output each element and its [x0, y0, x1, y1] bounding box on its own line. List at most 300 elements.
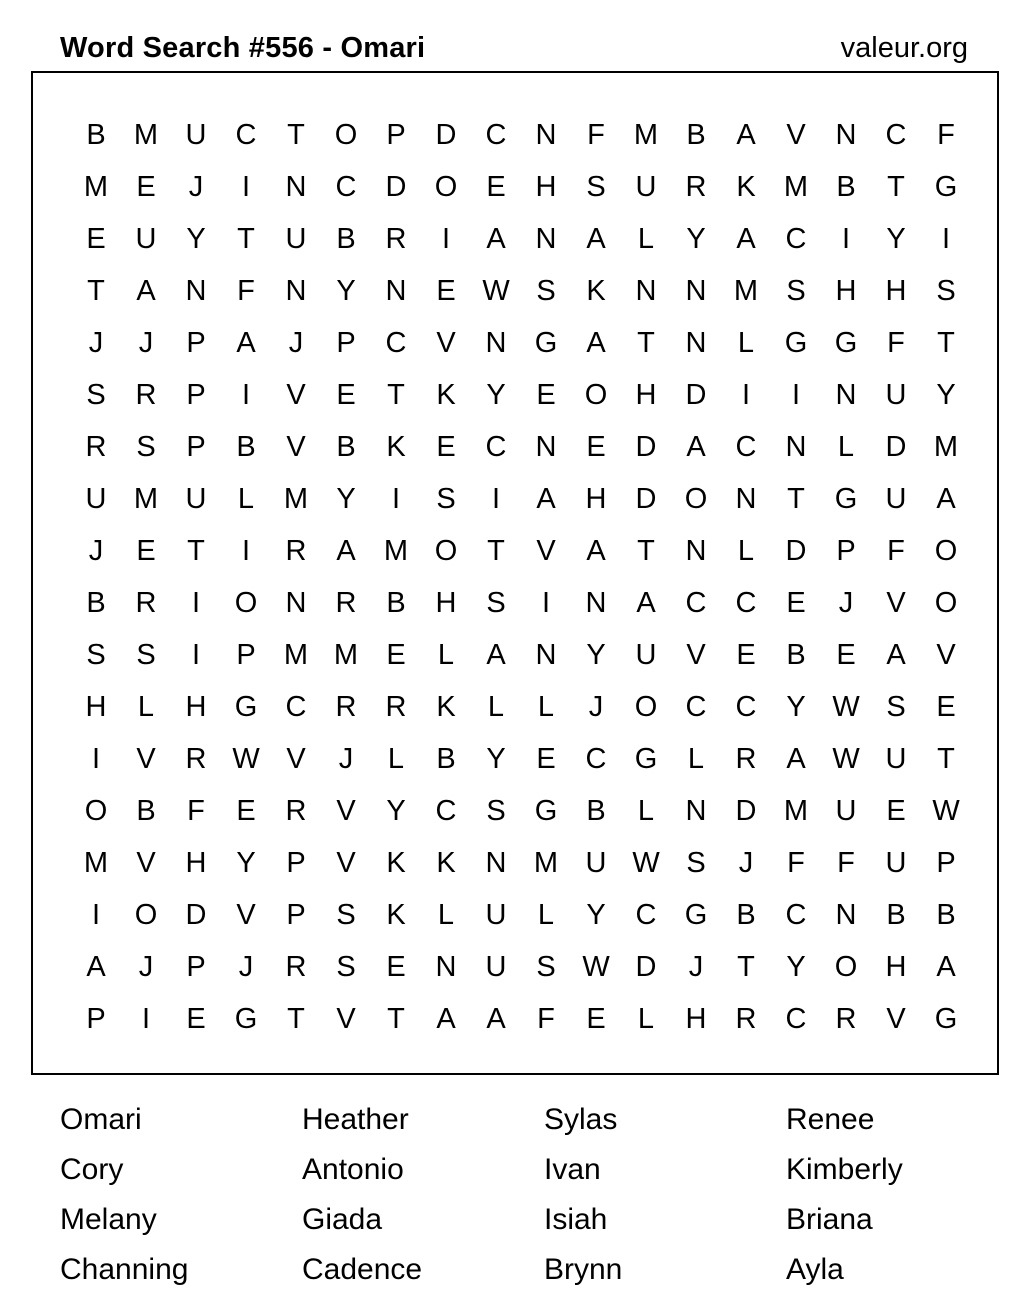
- grid-cell[interactable]: C: [685, 691, 707, 723]
- grid-cell[interactable]: T: [937, 327, 955, 359]
- grid-cell[interactable]: F: [237, 275, 255, 307]
- grid-cell[interactable]: E: [536, 743, 556, 775]
- grid-cell[interactable]: V: [136, 847, 156, 879]
- grid-cell[interactable]: G: [534, 327, 558, 359]
- grid-cell[interactable]: A: [486, 1003, 506, 1035]
- grid-cell[interactable]: K: [586, 275, 606, 307]
- grid-cell[interactable]: C: [785, 1003, 807, 1035]
- grid-cell[interactable]: V: [786, 119, 806, 151]
- grid-cell[interactable]: V: [286, 431, 306, 463]
- grid-cell[interactable]: E: [836, 639, 856, 671]
- grid-cell[interactable]: V: [336, 847, 356, 879]
- grid-cell[interactable]: U: [885, 483, 907, 515]
- grid-cell[interactable]: F: [887, 535, 905, 567]
- grid-cell[interactable]: Y: [786, 691, 806, 723]
- grid-cell[interactable]: H: [885, 275, 907, 307]
- grid-cell[interactable]: U: [885, 847, 907, 879]
- grid-cell[interactable]: J: [138, 951, 154, 983]
- grid-cell[interactable]: D: [885, 431, 907, 463]
- grid-cell[interactable]: D: [185, 899, 207, 931]
- grid-cell[interactable]: A: [786, 743, 806, 775]
- grid-cell[interactable]: F: [587, 119, 605, 151]
- grid-cell[interactable]: R: [735, 1003, 757, 1035]
- grid-cell[interactable]: N: [485, 327, 507, 359]
- grid-cell[interactable]: N: [285, 171, 307, 203]
- grid-cell[interactable]: M: [83, 847, 109, 879]
- grid-cell[interactable]: J: [238, 951, 254, 983]
- grid-cell[interactable]: N: [185, 275, 207, 307]
- grid-cell[interactable]: T: [237, 223, 255, 255]
- grid-cell[interactable]: U: [635, 171, 657, 203]
- grid-cell[interactable]: O: [934, 535, 958, 567]
- grid-cell[interactable]: R: [85, 431, 107, 463]
- grid-cell[interactable]: S: [136, 431, 156, 463]
- grid-cell[interactable]: E: [236, 795, 256, 827]
- grid-cell[interactable]: L: [537, 691, 555, 723]
- grid-cell[interactable]: H: [435, 587, 457, 619]
- grid-cell[interactable]: B: [336, 431, 356, 463]
- grid-cell[interactable]: I: [91, 899, 101, 931]
- grid-cell[interactable]: U: [135, 223, 157, 255]
- grid-cell[interactable]: R: [835, 1003, 857, 1035]
- grid-cell[interactable]: N: [835, 379, 857, 411]
- grid-cell[interactable]: N: [285, 275, 307, 307]
- grid-cell[interactable]: T: [287, 1003, 305, 1035]
- grid-cell[interactable]: Y: [236, 847, 256, 879]
- grid-cell[interactable]: L: [437, 639, 455, 671]
- grid-cell[interactable]: P: [186, 951, 206, 983]
- grid-cell[interactable]: I: [741, 379, 751, 411]
- grid-cell[interactable]: R: [285, 795, 307, 827]
- grid-cell[interactable]: K: [436, 379, 456, 411]
- grid-cell[interactable]: J: [338, 743, 354, 775]
- grid-cell[interactable]: C: [285, 691, 307, 723]
- grid-cell[interactable]: L: [687, 743, 705, 775]
- grid-cell[interactable]: L: [537, 899, 555, 931]
- grid-cell[interactable]: I: [91, 743, 101, 775]
- grid-cell[interactable]: N: [635, 275, 657, 307]
- grid-cell[interactable]: E: [936, 691, 956, 723]
- grid-cell[interactable]: E: [436, 275, 456, 307]
- grid-cell[interactable]: D: [385, 171, 407, 203]
- grid-cell[interactable]: B: [786, 639, 806, 671]
- grid-cell[interactable]: T: [737, 951, 755, 983]
- grid-cell[interactable]: B: [936, 899, 956, 931]
- grid-cell[interactable]: I: [491, 483, 501, 515]
- grid-cell[interactable]: A: [486, 639, 506, 671]
- grid-cell[interactable]: M: [733, 275, 759, 307]
- grid-cell[interactable]: M: [383, 535, 409, 567]
- grid-cell[interactable]: O: [584, 379, 608, 411]
- grid-cell[interactable]: E: [586, 1003, 606, 1035]
- grid-cell[interactable]: S: [586, 171, 606, 203]
- grid-cell[interactable]: P: [336, 327, 356, 359]
- grid-cell[interactable]: A: [236, 327, 256, 359]
- grid-cell[interactable]: L: [737, 535, 755, 567]
- grid-cell[interactable]: A: [636, 587, 656, 619]
- grid-cell[interactable]: M: [83, 171, 109, 203]
- grid-cell[interactable]: A: [136, 275, 156, 307]
- grid-cell[interactable]: T: [637, 327, 655, 359]
- grid-cell[interactable]: V: [936, 639, 956, 671]
- grid-cell[interactable]: W: [632, 847, 660, 879]
- grid-cell[interactable]: H: [885, 951, 907, 983]
- grid-cell[interactable]: A: [586, 223, 606, 255]
- grid-cell[interactable]: G: [934, 1003, 958, 1035]
- grid-cell[interactable]: D: [735, 795, 757, 827]
- grid-cell[interactable]: H: [185, 847, 207, 879]
- grid-cell[interactable]: M: [933, 431, 959, 463]
- grid-cell[interactable]: N: [535, 431, 557, 463]
- grid-cell[interactable]: I: [191, 639, 201, 671]
- grid-cell[interactable]: N: [585, 587, 607, 619]
- grid-cell[interactable]: D: [785, 535, 807, 567]
- grid-cell[interactable]: Y: [186, 223, 206, 255]
- grid-cell[interactable]: G: [784, 327, 808, 359]
- grid-cell[interactable]: S: [486, 587, 506, 619]
- grid-cell[interactable]: W: [832, 691, 860, 723]
- grid-cell[interactable]: Y: [386, 795, 406, 827]
- grid-cell[interactable]: A: [736, 223, 756, 255]
- grid-cell[interactable]: S: [436, 483, 456, 515]
- grid-cell[interactable]: R: [285, 951, 307, 983]
- grid-cell[interactable]: T: [937, 743, 955, 775]
- grid-cell[interactable]: M: [633, 119, 659, 151]
- grid-cell[interactable]: D: [635, 483, 657, 515]
- grid-cell[interactable]: P: [186, 327, 206, 359]
- grid-cell[interactable]: P: [236, 639, 256, 671]
- grid-cell[interactable]: P: [936, 847, 956, 879]
- grid-cell[interactable]: C: [885, 119, 907, 151]
- grid-cell[interactable]: J: [138, 327, 154, 359]
- grid-cell[interactable]: Y: [336, 275, 356, 307]
- grid-cell[interactable]: L: [737, 327, 755, 359]
- grid-cell[interactable]: T: [287, 119, 305, 151]
- grid-cell[interactable]: N: [385, 275, 407, 307]
- grid-cell[interactable]: O: [834, 951, 858, 983]
- grid-cell[interactable]: C: [435, 795, 457, 827]
- grid-cell[interactable]: L: [237, 483, 255, 515]
- grid-cell[interactable]: K: [386, 431, 406, 463]
- grid-cell[interactable]: R: [285, 535, 307, 567]
- grid-cell[interactable]: Y: [886, 223, 906, 255]
- grid-cell[interactable]: P: [86, 1003, 106, 1035]
- grid-cell[interactable]: T: [887, 171, 905, 203]
- grid-cell[interactable]: G: [834, 327, 858, 359]
- grid-cell[interactable]: V: [436, 327, 456, 359]
- grid-cell[interactable]: H: [85, 691, 107, 723]
- grid-cell[interactable]: C: [585, 743, 607, 775]
- grid-cell[interactable]: R: [385, 223, 407, 255]
- grid-cell[interactable]: N: [685, 275, 707, 307]
- grid-cell[interactable]: U: [185, 483, 207, 515]
- grid-cell[interactable]: F: [537, 1003, 555, 1035]
- grid-cell[interactable]: A: [936, 951, 956, 983]
- grid-cell[interactable]: J: [88, 327, 104, 359]
- grid-cell[interactable]: N: [735, 483, 757, 515]
- grid-cell[interactable]: B: [736, 899, 756, 931]
- grid-cell[interactable]: N: [535, 223, 557, 255]
- grid-cell[interactable]: A: [86, 951, 106, 983]
- grid-cell[interactable]: B: [386, 587, 406, 619]
- grid-cell[interactable]: S: [86, 379, 106, 411]
- grid-cell[interactable]: H: [535, 171, 557, 203]
- grid-cell[interactable]: S: [86, 639, 106, 671]
- grid-cell[interactable]: B: [336, 223, 356, 255]
- grid-cell[interactable]: V: [236, 899, 256, 931]
- grid-cell[interactable]: O: [234, 587, 258, 619]
- grid-cell[interactable]: H: [835, 275, 857, 307]
- grid-cell[interactable]: I: [241, 379, 251, 411]
- grid-cell[interactable]: I: [941, 223, 951, 255]
- grid-cell[interactable]: E: [886, 795, 906, 827]
- grid-cell[interactable]: Y: [486, 743, 506, 775]
- grid-cell[interactable]: C: [785, 899, 807, 931]
- grid-cell[interactable]: V: [286, 379, 306, 411]
- grid-cell[interactable]: K: [386, 847, 406, 879]
- grid-cell[interactable]: G: [834, 483, 858, 515]
- grid-cell[interactable]: N: [685, 327, 707, 359]
- grid-cell[interactable]: B: [686, 119, 706, 151]
- grid-cell[interactable]: U: [485, 899, 507, 931]
- grid-cell[interactable]: E: [436, 431, 456, 463]
- grid-cell[interactable]: A: [336, 535, 356, 567]
- grid-cell[interactable]: Y: [586, 639, 606, 671]
- grid-cell[interactable]: G: [234, 1003, 258, 1035]
- grid-cell[interactable]: S: [336, 951, 356, 983]
- grid-cell[interactable]: F: [787, 847, 805, 879]
- grid-cell[interactable]: N: [685, 535, 707, 567]
- grid-cell[interactable]: W: [582, 951, 610, 983]
- grid-cell[interactable]: P: [186, 379, 206, 411]
- grid-cell[interactable]: C: [485, 119, 507, 151]
- grid-cell[interactable]: A: [536, 483, 556, 515]
- grid-cell[interactable]: E: [486, 171, 506, 203]
- grid-cell[interactable]: V: [136, 743, 156, 775]
- grid-cell[interactable]: V: [286, 743, 306, 775]
- grid-cell[interactable]: E: [536, 379, 556, 411]
- grid-cell[interactable]: R: [335, 587, 357, 619]
- grid-cell[interactable]: M: [533, 847, 559, 879]
- grid-cell[interactable]: N: [435, 951, 457, 983]
- grid-cell[interactable]: D: [435, 119, 457, 151]
- grid-cell[interactable]: O: [434, 535, 458, 567]
- grid-cell[interactable]: J: [838, 587, 854, 619]
- grid-cell[interactable]: E: [386, 639, 406, 671]
- grid-cell[interactable]: H: [185, 691, 207, 723]
- grid-cell[interactable]: Y: [486, 379, 506, 411]
- grid-cell[interactable]: V: [536, 535, 556, 567]
- grid-cell[interactable]: S: [536, 275, 556, 307]
- grid-cell[interactable]: E: [736, 639, 756, 671]
- grid-cell[interactable]: R: [135, 587, 157, 619]
- grid-cell[interactable]: C: [785, 223, 807, 255]
- grid-cell[interactable]: U: [285, 223, 307, 255]
- grid-cell[interactable]: E: [786, 587, 806, 619]
- grid-cell[interactable]: P: [286, 847, 306, 879]
- grid-cell[interactable]: N: [535, 639, 557, 671]
- grid-cell[interactable]: F: [887, 327, 905, 359]
- grid-cell[interactable]: C: [735, 691, 757, 723]
- grid-cell[interactable]: D: [635, 951, 657, 983]
- grid-cell[interactable]: B: [236, 431, 256, 463]
- grid-cell[interactable]: W: [482, 275, 510, 307]
- grid-cell[interactable]: L: [487, 691, 505, 723]
- grid-cell[interactable]: O: [84, 795, 108, 827]
- grid-cell[interactable]: M: [133, 119, 159, 151]
- grid-cell[interactable]: N: [835, 119, 857, 151]
- grid-cell[interactable]: M: [333, 639, 359, 671]
- grid-cell[interactable]: O: [684, 483, 708, 515]
- grid-cell[interactable]: W: [232, 743, 260, 775]
- grid-cell[interactable]: T: [487, 535, 505, 567]
- grid-cell[interactable]: R: [185, 743, 207, 775]
- grid-cell[interactable]: L: [387, 743, 405, 775]
- grid-cell[interactable]: N: [535, 119, 557, 151]
- grid-cell[interactable]: P: [386, 119, 406, 151]
- grid-cell[interactable]: Y: [936, 379, 956, 411]
- grid-cell[interactable]: A: [886, 639, 906, 671]
- grid-cell[interactable]: K: [436, 691, 456, 723]
- grid-cell[interactable]: P: [286, 899, 306, 931]
- grid-cell[interactable]: W: [932, 795, 960, 827]
- grid-cell[interactable]: I: [791, 379, 801, 411]
- grid-cell[interactable]: F: [837, 847, 855, 879]
- grid-cell[interactable]: C: [385, 327, 407, 359]
- grid-cell[interactable]: W: [832, 743, 860, 775]
- grid-cell[interactable]: M: [783, 171, 809, 203]
- grid-cell[interactable]: I: [141, 1003, 151, 1035]
- grid-cell[interactable]: T: [387, 1003, 405, 1035]
- grid-cell[interactable]: I: [191, 587, 201, 619]
- grid-cell[interactable]: U: [885, 743, 907, 775]
- grid-cell[interactable]: Y: [686, 223, 706, 255]
- grid-cell[interactable]: O: [434, 171, 458, 203]
- grid-cell[interactable]: S: [686, 847, 706, 879]
- grid-cell[interactable]: Y: [786, 951, 806, 983]
- grid-cell[interactable]: B: [436, 743, 456, 775]
- grid-cell[interactable]: I: [241, 171, 251, 203]
- grid-cell[interactable]: G: [684, 899, 708, 931]
- grid-cell[interactable]: N: [785, 431, 807, 463]
- grid-cell[interactable]: U: [585, 847, 607, 879]
- grid-cell[interactable]: K: [386, 899, 406, 931]
- grid-cell[interactable]: R: [135, 379, 157, 411]
- grid-cell[interactable]: K: [436, 847, 456, 879]
- grid-cell[interactable]: I: [391, 483, 401, 515]
- grid-cell[interactable]: C: [235, 119, 257, 151]
- grid-cell[interactable]: R: [385, 691, 407, 723]
- grid-cell[interactable]: S: [136, 639, 156, 671]
- grid-cell[interactable]: J: [588, 691, 604, 723]
- grid-cell[interactable]: U: [885, 379, 907, 411]
- grid-cell[interactable]: N: [485, 847, 507, 879]
- grid-cell[interactable]: E: [386, 951, 406, 983]
- grid-cell[interactable]: R: [735, 743, 757, 775]
- grid-cell[interactable]: V: [336, 1003, 356, 1035]
- grid-cell[interactable]: K: [736, 171, 756, 203]
- grid-cell[interactable]: M: [783, 795, 809, 827]
- grid-cell[interactable]: C: [685, 587, 707, 619]
- grid-cell[interactable]: E: [186, 1003, 206, 1035]
- grid-cell[interactable]: L: [437, 899, 455, 931]
- grid-cell[interactable]: M: [283, 483, 309, 515]
- grid-cell[interactable]: S: [786, 275, 806, 307]
- grid-cell[interactable]: U: [835, 795, 857, 827]
- grid-cell[interactable]: H: [635, 379, 657, 411]
- grid-cell[interactable]: G: [934, 171, 958, 203]
- grid-cell[interactable]: A: [736, 119, 756, 151]
- grid-cell[interactable]: E: [136, 535, 156, 567]
- grid-cell[interactable]: J: [88, 535, 104, 567]
- grid-cell[interactable]: J: [688, 951, 704, 983]
- grid-cell[interactable]: B: [136, 795, 156, 827]
- grid-cell[interactable]: U: [85, 483, 107, 515]
- grid-cell[interactable]: I: [441, 223, 451, 255]
- grid-cell[interactable]: U: [635, 639, 657, 671]
- grid-cell[interactable]: S: [936, 275, 956, 307]
- grid-cell[interactable]: B: [86, 587, 106, 619]
- grid-cell[interactable]: E: [336, 379, 356, 411]
- grid-cell[interactable]: L: [137, 691, 155, 723]
- grid-cell[interactable]: L: [637, 1003, 655, 1035]
- grid-cell[interactable]: M: [133, 483, 159, 515]
- grid-cell[interactable]: V: [886, 1003, 906, 1035]
- grid-cell[interactable]: H: [685, 1003, 707, 1035]
- grid-cell[interactable]: C: [335, 171, 357, 203]
- grid-cell[interactable]: J: [188, 171, 204, 203]
- grid-cell[interactable]: L: [837, 431, 855, 463]
- grid-cell[interactable]: B: [836, 171, 856, 203]
- grid-cell[interactable]: N: [285, 587, 307, 619]
- grid-cell[interactable]: N: [835, 899, 857, 931]
- grid-cell[interactable]: V: [336, 795, 356, 827]
- grid-cell[interactable]: U: [485, 951, 507, 983]
- grid-cell[interactable]: R: [335, 691, 357, 723]
- grid-cell[interactable]: L: [637, 223, 655, 255]
- grid-cell[interactable]: A: [486, 223, 506, 255]
- grid-cell[interactable]: G: [234, 691, 258, 723]
- grid-cell[interactable]: C: [485, 431, 507, 463]
- grid-cell[interactable]: B: [86, 119, 106, 151]
- grid-cell[interactable]: J: [288, 327, 304, 359]
- grid-cell[interactable]: T: [387, 379, 405, 411]
- grid-cell[interactable]: O: [334, 119, 358, 151]
- grid-cell[interactable]: D: [635, 431, 657, 463]
- grid-cell[interactable]: V: [886, 587, 906, 619]
- grid-cell[interactable]: F: [937, 119, 955, 151]
- grid-cell[interactable]: C: [735, 431, 757, 463]
- grid-cell[interactable]: S: [536, 951, 556, 983]
- grid-cell[interactable]: N: [685, 795, 707, 827]
- grid-cell[interactable]: H: [585, 483, 607, 515]
- grid-cell[interactable]: F: [187, 795, 205, 827]
- grid-cell[interactable]: C: [635, 899, 657, 931]
- grid-cell[interactable]: Y: [586, 899, 606, 931]
- grid-cell[interactable]: E: [86, 223, 106, 255]
- grid-cell[interactable]: I: [241, 535, 251, 567]
- grid-cell[interactable]: S: [336, 899, 356, 931]
- grid-cell[interactable]: Y: [336, 483, 356, 515]
- grid-cell[interactable]: T: [787, 483, 805, 515]
- grid-cell[interactable]: I: [841, 223, 851, 255]
- grid-cell[interactable]: C: [735, 587, 757, 619]
- grid-cell[interactable]: D: [685, 379, 707, 411]
- grid-cell[interactable]: O: [634, 691, 658, 723]
- grid-cell[interactable]: P: [836, 535, 856, 567]
- grid-cell[interactable]: G: [534, 795, 558, 827]
- grid-cell[interactable]: T: [187, 535, 205, 567]
